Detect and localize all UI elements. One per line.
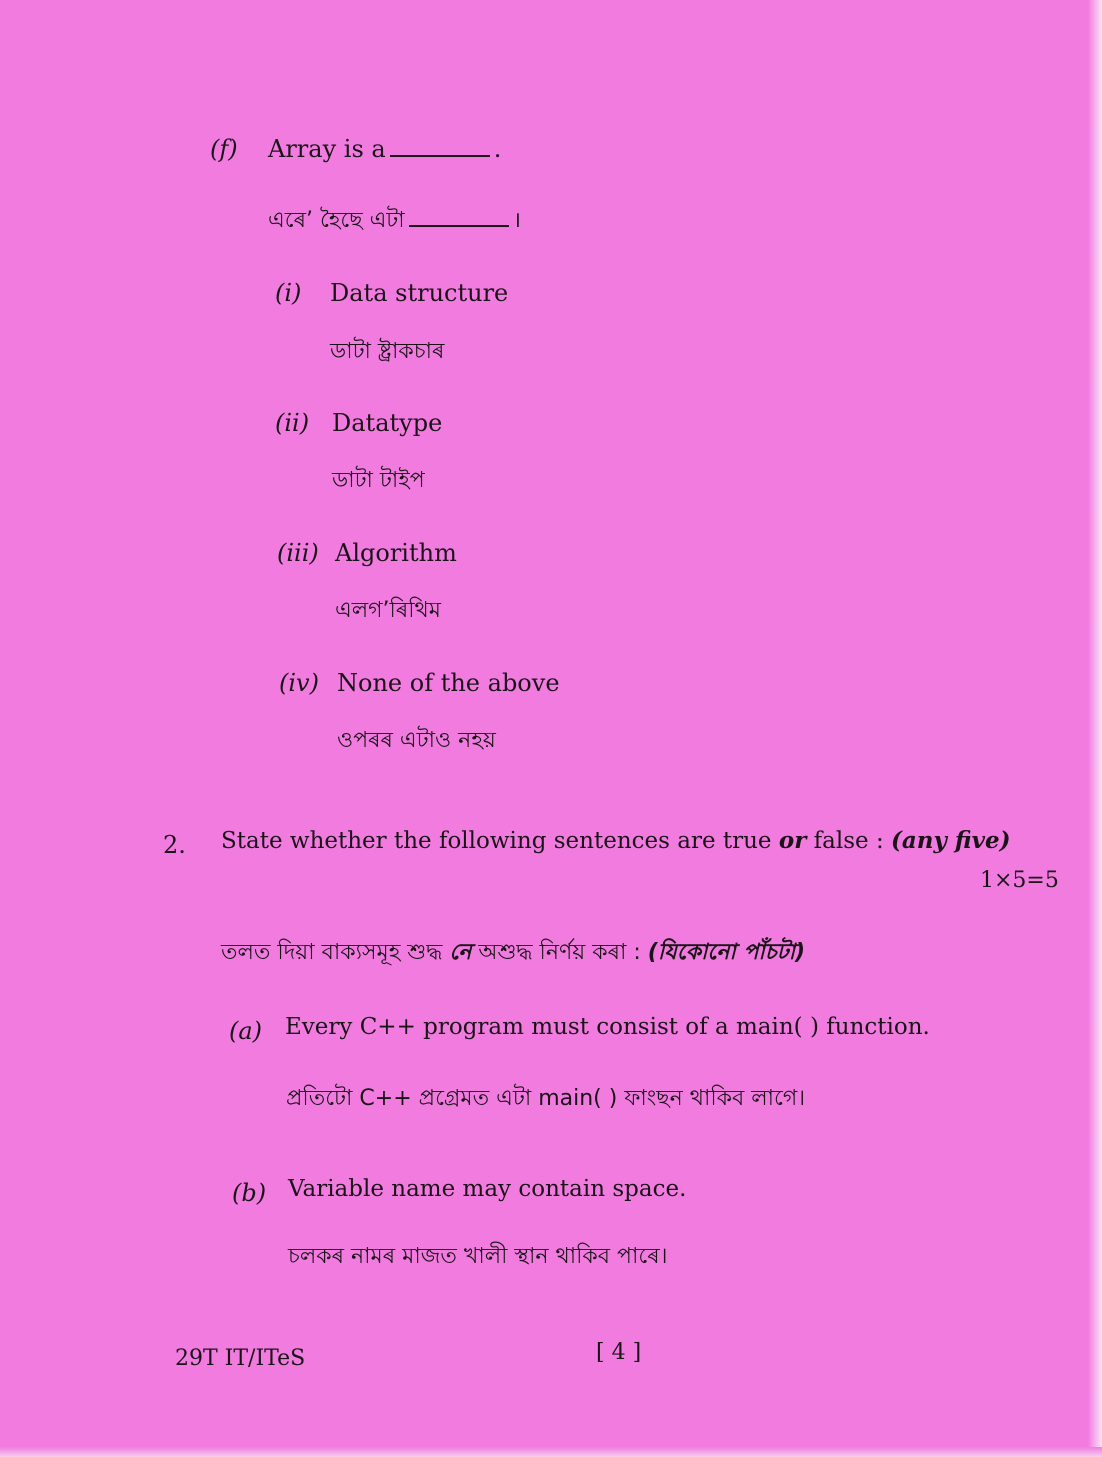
instruction-en-or: or xyxy=(778,827,807,854)
answer-blank xyxy=(390,137,490,157)
option-text-en: Datatype xyxy=(332,409,443,437)
instruction-en-any-five: (any five) xyxy=(891,827,1011,854)
instruction-as-text: তলত দিয়া বাক্যসমূহ শুদ্ধ xyxy=(221,940,443,965)
instruction-as-any-five: (যিকোনো পাঁচটা) xyxy=(647,940,806,965)
item-text-en: Variable name may contain space. xyxy=(288,1176,687,1202)
question-2-instruction-as xyxy=(221,938,805,968)
option-text-as: এলগ’ৰিথিম xyxy=(335,598,441,623)
option-text-as: ডাটা ষ্ট্ৰাকচাৰ xyxy=(330,339,445,364)
option-text-as: ডাটা টাইপ xyxy=(332,468,425,493)
question-f-stem-en-before: Array is a xyxy=(268,135,386,163)
item-text-as: প্ৰতিটো C++ প্ৰগ্ৰেমত এটা main( ) ফাংছন থাকিব লাগে। xyxy=(286,1086,806,1111)
option-text-en: Algorithm xyxy=(335,539,457,567)
option-label: (ii) xyxy=(275,409,310,437)
question-f-stem-as xyxy=(268,206,521,236)
footer-paper-code: 29T IT/ITeS xyxy=(175,1346,306,1371)
question-f-label: (f) xyxy=(210,135,238,163)
page-edge-bottom xyxy=(0,1447,1102,1457)
option-text-en: None of the above xyxy=(337,669,560,697)
instruction-en-false: false : xyxy=(813,828,884,854)
item-label: (a) xyxy=(229,1017,263,1045)
item-label: (b) xyxy=(232,1179,267,1207)
option-label: (iv) xyxy=(279,669,319,697)
option-text-as: ওপৰৰ এটাও নহয় xyxy=(337,728,496,753)
instruction-as-or: নে xyxy=(449,940,472,965)
question-2-instruction-en xyxy=(221,826,1011,856)
item-text-en: Every C++ program must consist of a main( ) function. xyxy=(285,1014,930,1040)
item-text-as: চলকৰ নামৰ মাজত খালী স্থান থাকিব পাৰে। xyxy=(288,1244,668,1269)
instruction-en-text: State whether the following sentences are true xyxy=(221,828,772,854)
page-edge-right xyxy=(1088,0,1102,1457)
question-2-number: 2. xyxy=(163,831,186,859)
option-label: (iii) xyxy=(277,539,319,567)
footer-page-number: [ 4 ] xyxy=(596,1340,642,1365)
question-f-stem-en xyxy=(268,134,501,164)
instruction-as-rest: অশুদ্ধ নিৰ্ণয় কৰা : xyxy=(478,940,641,965)
question-f-stem-as-before: এৰে’ হৈছে এটা xyxy=(268,208,405,233)
question-f-stem-as-after: । xyxy=(512,208,522,233)
question-f-stem-en-after: . xyxy=(493,135,502,163)
marks-allocation: 1×5=5 xyxy=(980,868,1059,893)
answer-blank-as xyxy=(409,207,509,227)
option-text-en: Data structure xyxy=(330,279,509,307)
option-label: (i) xyxy=(275,279,302,307)
